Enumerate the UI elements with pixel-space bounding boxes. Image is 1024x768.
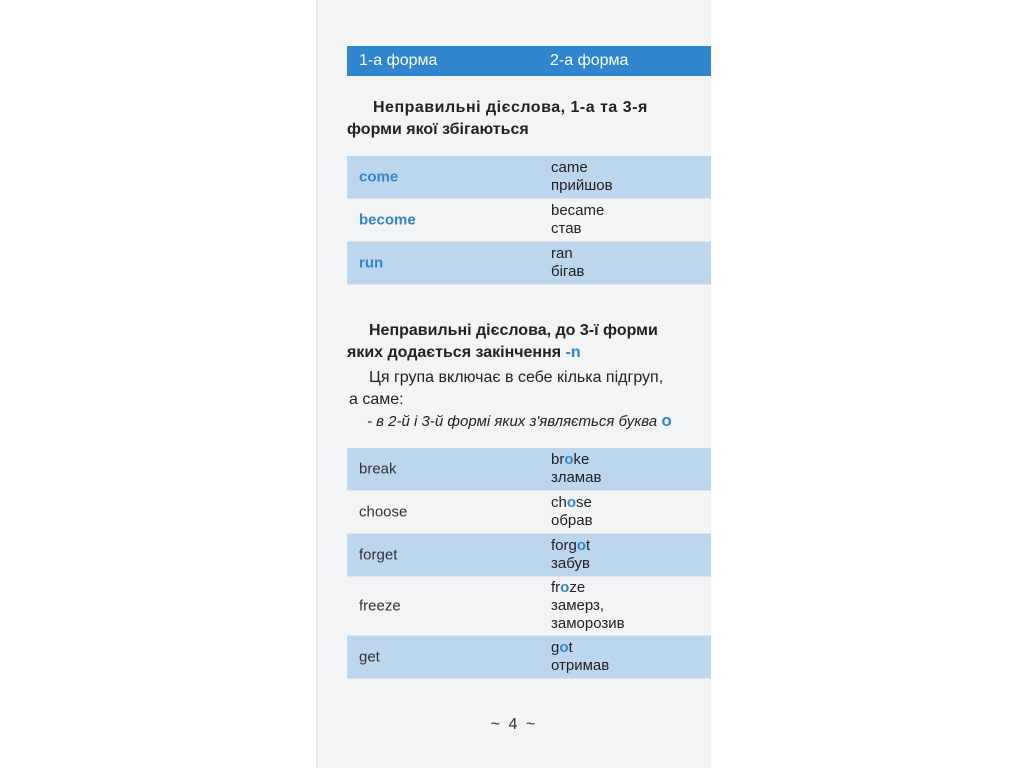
verb-form2-cell (551, 159, 613, 195)
verb-form2-cell (551, 202, 604, 238)
verb-form1: break (359, 460, 397, 478)
highlight-letter: o (661, 411, 672, 430)
book-page (316, 0, 711, 768)
verb-form2: froze (551, 579, 586, 596)
ending-suffix: -n (565, 344, 581, 361)
table-row (347, 448, 711, 491)
verb-form2: forgot (551, 537, 591, 554)
verb-form2: came (551, 159, 588, 176)
verb-form1: come (359, 168, 399, 186)
verb-form2-cell (551, 579, 625, 633)
table-row (347, 242, 711, 285)
section2-title: Неправильні дієслова, до 3-ї форми яких додається закінчення -n (347, 322, 658, 361)
verb-form2: broke (551, 451, 590, 468)
verb-translation: отримав (551, 657, 610, 674)
table-row (347, 491, 711, 534)
verb-translation: забув (551, 555, 590, 572)
table-header (347, 46, 711, 76)
table-row (347, 199, 711, 242)
section1-title: Неправильні дієслова, 1-а та 3-я форми якої збігаються (347, 99, 648, 138)
verb-form2-cell (551, 639, 609, 675)
verb-translation: прийшов (551, 177, 613, 194)
page-number: ~ 4 ~ (490, 716, 538, 733)
verb-translation: зламав (551, 469, 602, 486)
verb-form1: become (359, 211, 416, 229)
verbs-table-same-forms (347, 156, 711, 285)
subgroup-note: - в 2-й і 3-й формі яких з'являється буква o (367, 411, 672, 430)
verb-form1: freeze (359, 597, 401, 615)
verb-form2-cell (551, 537, 590, 573)
verb-form2-cell (551, 494, 593, 530)
verb-form2: became (551, 202, 605, 219)
table-row (347, 156, 711, 199)
verb-form2: chose (551, 494, 592, 511)
verb-form1: forget (359, 546, 398, 564)
verb-form1: run (359, 254, 384, 272)
table-row (347, 577, 711, 636)
header-form2: 2-а форма (550, 52, 629, 69)
verb-form2: got (551, 639, 573, 656)
verb-form2-cell (551, 451, 601, 487)
verb-form1: get (359, 648, 380, 666)
verbs-table-n-ending (347, 448, 711, 679)
section2-description: Ця група включає в себе кілька підгруп, а саме: (349, 369, 664, 408)
header-form1: 1-а форма (359, 52, 438, 69)
verb-translation: замерз, (551, 597, 605, 614)
verb-translation: став (551, 220, 582, 237)
verb-translation: бігав (551, 263, 585, 280)
verb-form2-cell (551, 245, 584, 281)
verb-translation: обрав (551, 512, 593, 529)
verb-translation-alt: заморозив (551, 615, 625, 632)
table-row (347, 636, 711, 679)
verb-form2: ran (551, 245, 573, 262)
table-row (347, 534, 711, 577)
verb-form1: choose (359, 503, 408, 521)
